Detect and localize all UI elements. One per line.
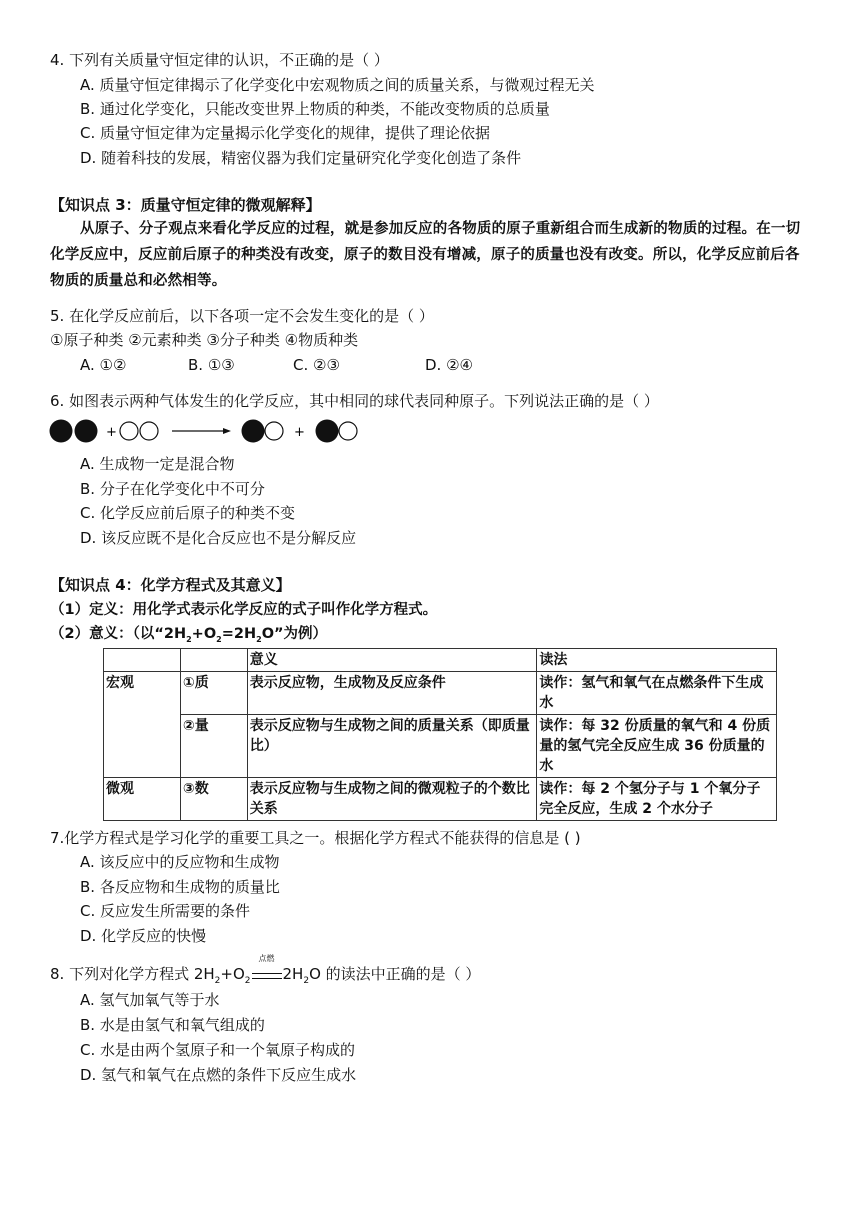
product-molecule-1 — [242, 420, 284, 443]
table-cell: 表示反应物与生成物之间的质量关系（即质量比） — [247, 715, 537, 778]
question-5-option-b: B. ①③ — [188, 356, 235, 374]
table-row — [104, 778, 777, 821]
table-cell: 读作：每 32 份质量的氧气和 4 份质量的氢气完全反应生成 36 份质量的水 — [537, 715, 777, 778]
product-molecule-2 — [316, 420, 358, 443]
knowledge-point-4-meaning — [50, 624, 327, 650]
question-7-option-b: B. 各反应物和生成物的质量比 — [80, 878, 280, 896]
knowledge-point-3-title: 【知识点 3：质量守恒定律的微观解释】 — [50, 196, 321, 214]
question-6-option-a: A. 生成物一定是混合物 — [80, 455, 235, 473]
meaning-text-4: O”为例） — [261, 626, 328, 642]
reactant-molecule-2 — [120, 422, 158, 440]
question-5-option-c: C. ②③ — [293, 356, 340, 374]
table-cell-micro: 微观 — [104, 778, 181, 821]
question-4-option-a: A. 质量守恒定律揭示了化学变化中宏观物质之间的质量关系，与微观过程无关 — [80, 76, 595, 94]
q8-text-2: +O — [220, 965, 245, 983]
meaning-text-2: +O — [191, 626, 217, 642]
plus-sign-1: + — [106, 425, 117, 440]
table-header-meaning: 意义 — [247, 649, 537, 672]
table-cell — [104, 649, 181, 672]
meaning-text-1: （2）意义：（以“2H — [50, 626, 187, 642]
q8-text-4: O 的读法中正确的是（ ） — [309, 965, 481, 983]
question-8-option-c: C. 水是由两个氢原子和一个氧原子构成的 — [80, 1041, 356, 1059]
table-header-row — [104, 649, 777, 672]
reactant-molecule-1 — [50, 420, 98, 443]
subscript-h2o: 2 — [256, 634, 262, 644]
q8-text-3: 2H — [282, 965, 304, 983]
table-cell: ①质 — [180, 672, 247, 715]
table-cell: 表示反应物与生成物之间的微观粒子的个数比关系 — [247, 778, 537, 821]
subscript-h2: 2 — [186, 634, 192, 644]
reaction-diagram — [48, 414, 368, 448]
table-header-reading: 读法 — [537, 649, 777, 672]
question-8-option-a: A. 氢气加氧气等于水 — [80, 991, 220, 1009]
table-cell: ②量 — [180, 715, 247, 778]
question-7-option-c: C. 反应发生所需要的条件 — [80, 902, 251, 920]
subscript-o2: 2 — [244, 976, 251, 986]
question-4-option-b: B. 通过化学变化，只能改变世界上物质的种类，不能改变物质的总质量 — [80, 100, 550, 118]
table-cell: 读作：氢气和氧气在点燃条件下生成水 — [537, 672, 777, 715]
table-row — [104, 715, 777, 778]
question-5-stem: 5. 在化学反应前后，以下各项一定不会发生变化的是（ ） — [50, 307, 434, 325]
table-cell: ③数 — [180, 778, 247, 821]
reaction-arrow — [172, 428, 231, 434]
question-8-option-d: D. 氢气和氧气在点燃的条件下反应生成水 — [80, 1066, 357, 1084]
meaning-table — [103, 648, 777, 821]
knowledge-point-4-definition: （1）定义：用化学式表示化学反应的式子叫作化学方程式。 — [50, 602, 438, 618]
question-6-option-d: D. 该反应既不是化合反应也不是分解反应 — [80, 529, 357, 547]
plus-sign-2: + — [294, 425, 305, 440]
question-7-stem: 7.化学方程式是学习化学的重要工具之一。根据化学方程式不能获得的信息是 ( ) — [50, 829, 581, 847]
table-cell: 表示反应物，生成物及反应条件 — [247, 672, 537, 715]
equation-sign — [251, 954, 283, 984]
question-6-stem: 6. 如图表示两种气体发生的化学反应，其中相同的球代表同种原子。下列说法正确的是（ ） — [50, 392, 659, 410]
table-cell — [180, 649, 247, 672]
table-cell-macro: 宏观 — [104, 672, 181, 778]
subscript-o2: 2 — [216, 634, 222, 644]
meaning-text-3: =2H — [221, 626, 257, 642]
table-cell: 读作：每 2 个氢分子与 1 个氧分子完全反应，生成 2 个水分子 — [537, 778, 777, 821]
knowledge-point-4-title: 【知识点 4：化学方程式及其意义】 — [50, 576, 291, 594]
question-5-option-a: A. ①② — [80, 356, 127, 374]
question-5-option-d: D. ②④ — [425, 356, 473, 374]
question-6-option-c: C. 化学反应前后原子的种类不变 — [80, 504, 296, 522]
question-4-option-c: C. 质量守恒定律为定量揭示化学变化的规律，提供了理论依据 — [80, 124, 491, 142]
question-7-option-a: A. 该反应中的反应物和生成物 — [80, 853, 280, 871]
question-8-stem — [50, 954, 481, 991]
question-5-items: ①原子种类 ②元素种类 ③分子种类 ④物质种类 — [50, 331, 359, 349]
subscript-h2: 2 — [214, 976, 221, 986]
double-line — [252, 973, 282, 979]
knowledge-point-3-text: 从原子、分子观点来看化学反应的过程，就是参加反应的各物质的原子重新组合而生成新的物质的过程。在一切化学反应中，反应前后原子的种类没有改变，原子的数目没有增减，原子的质量也没有改变。所以，化学反应前后各物质的质量总和必然相等。 — [50, 221, 801, 289]
question-7-option-d: D. 化学反应的快慢 — [80, 927, 207, 945]
question-8-option-b: B. 水是由氢气和氧气组成的 — [80, 1016, 265, 1034]
question-6-option-b: B. 分子在化学变化中不可分 — [80, 480, 265, 498]
table-row — [104, 672, 777, 715]
knowledge-point-3-body — [50, 216, 810, 294]
question-4-stem: 4. 下列有关质量守恒定律的认识，不正确的是（ ） — [50, 51, 389, 69]
q8-text-1: 8. 下列对化学方程式 2H — [50, 965, 215, 983]
subscript-h2o: 2 — [303, 976, 310, 986]
reaction-condition: 点燃 — [258, 954, 275, 963]
question-4-option-d: D. 随着科技的发展，精密仪器为我们定量研究化学变化创造了条件 — [80, 149, 522, 167]
